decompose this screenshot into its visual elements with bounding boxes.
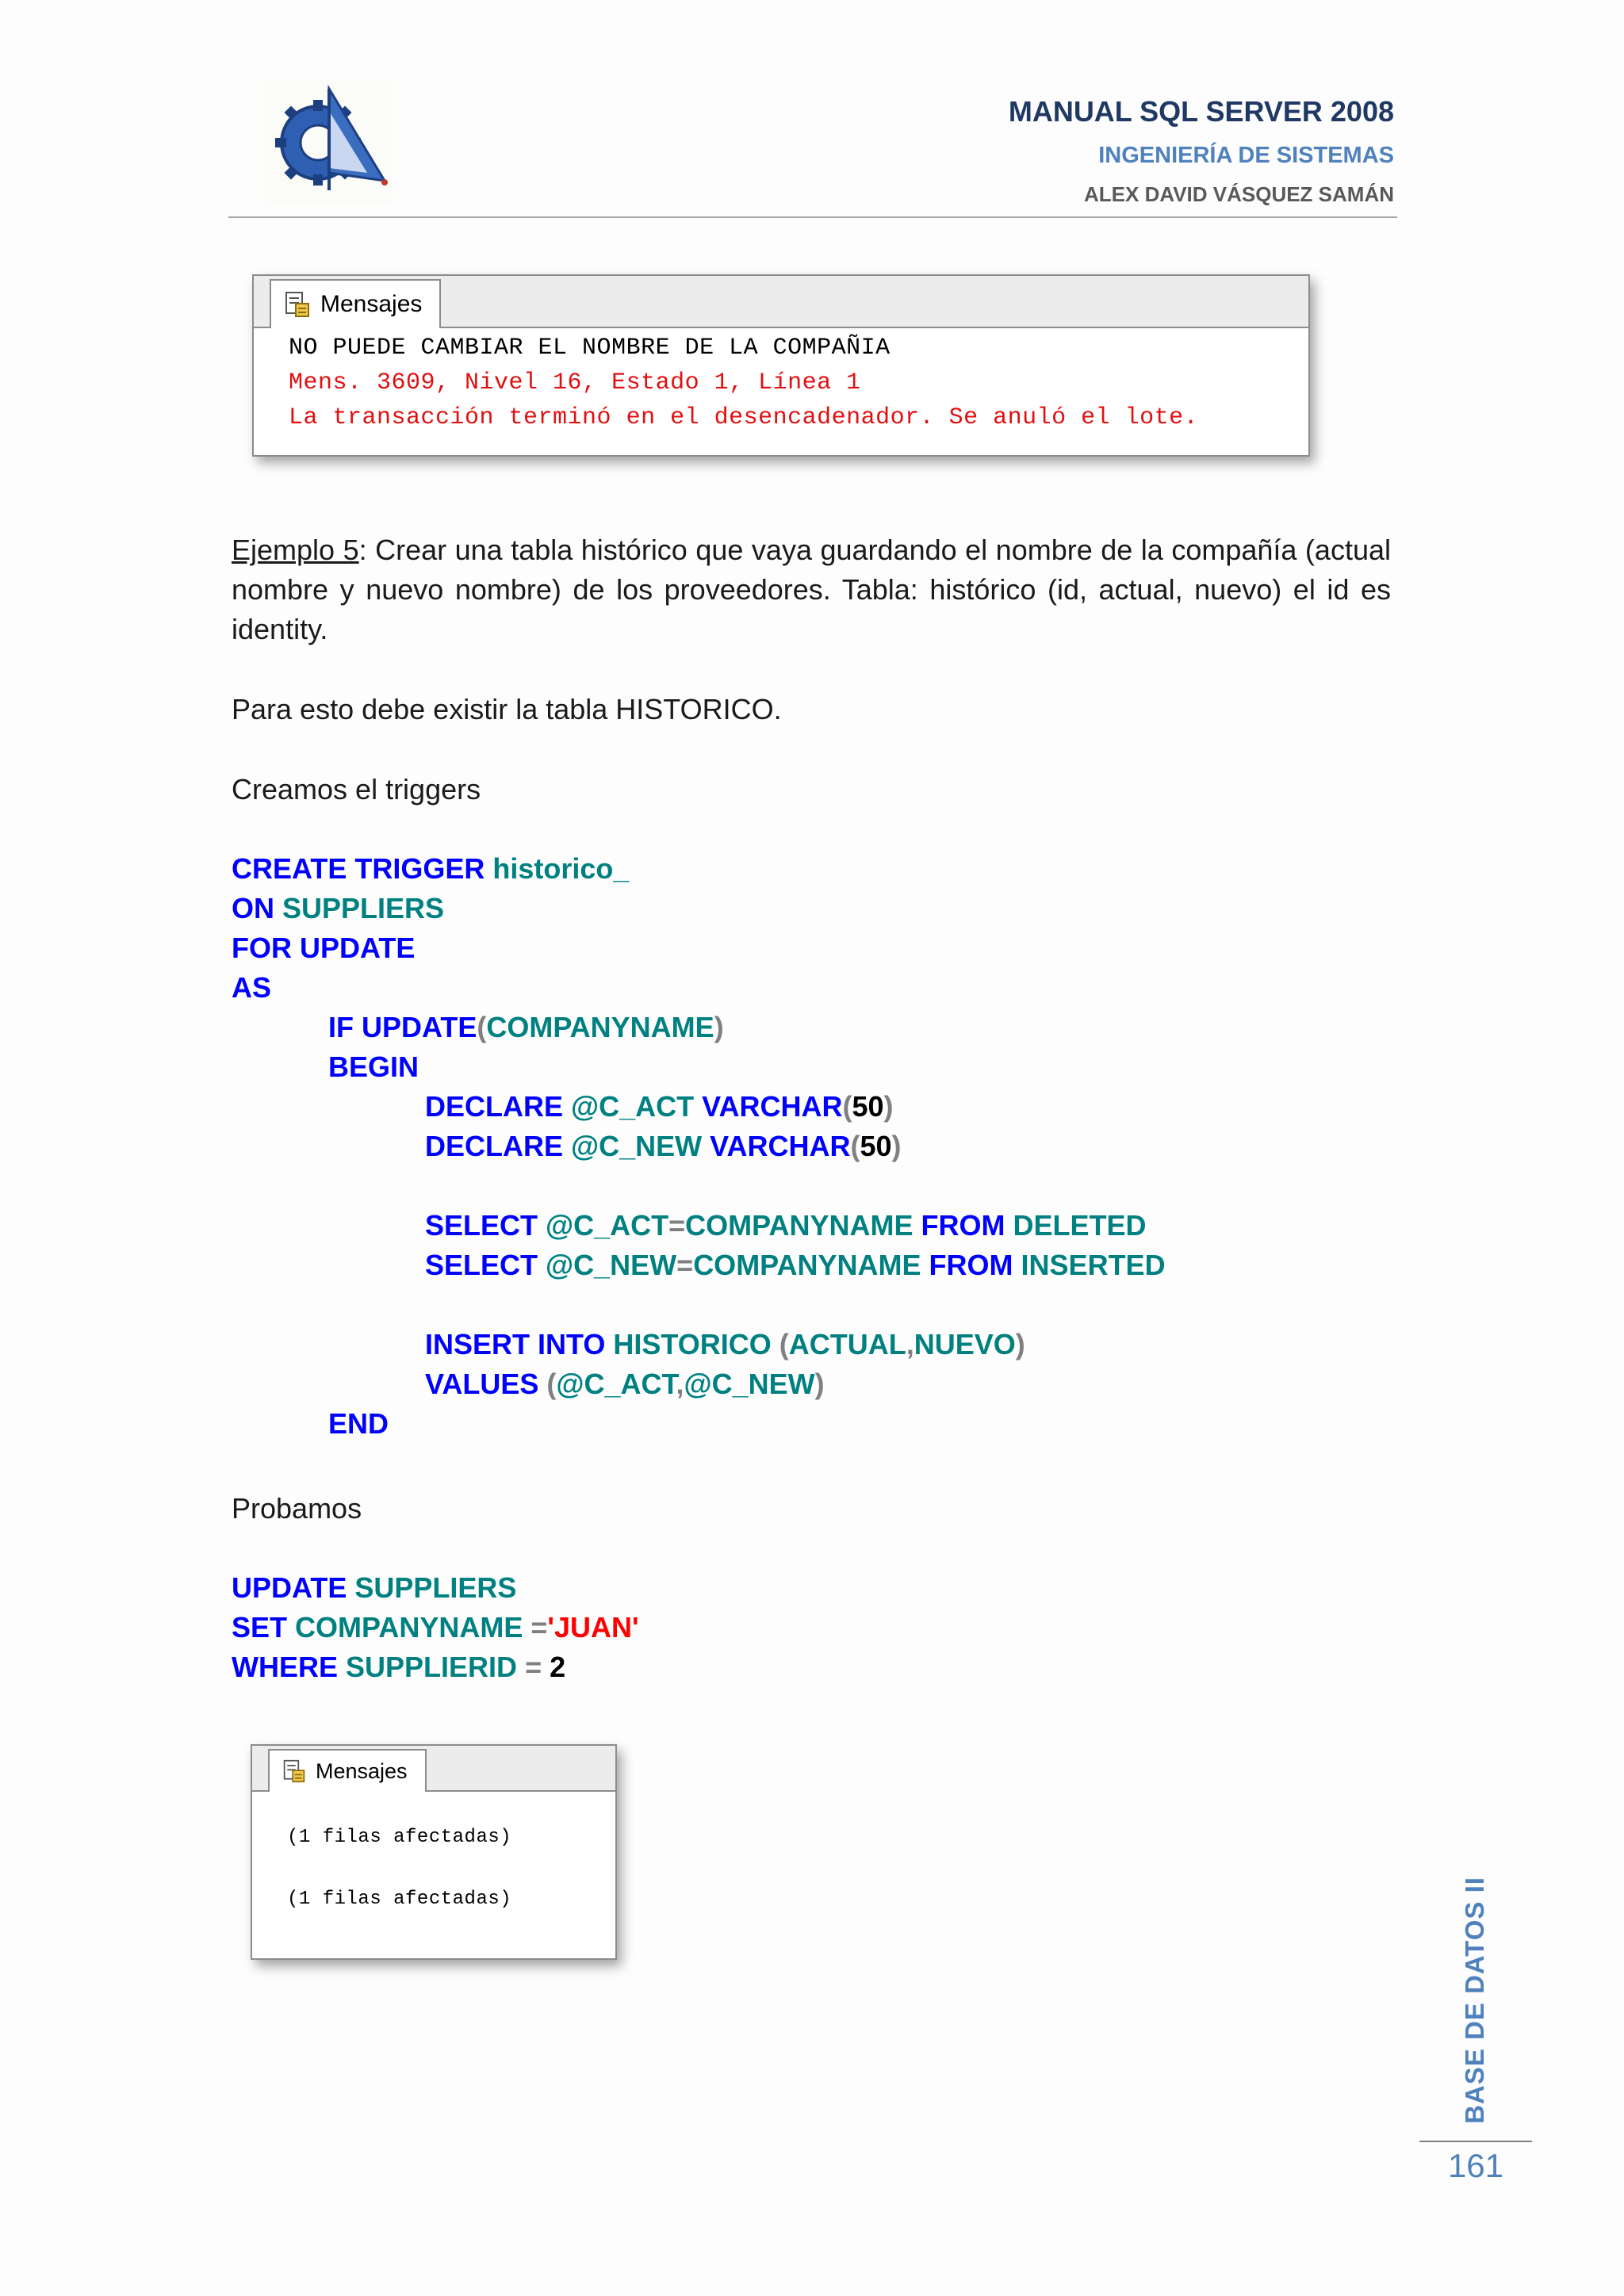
code-keyword: UPDATE — [232, 1571, 347, 1604]
page-number: 161 — [1447, 2147, 1504, 2184]
code-keyword: SELECT — [425, 1209, 538, 1242]
message-line: (1 filas afectadas) — [287, 1888, 512, 1910]
code-keyword: VALUES — [425, 1368, 539, 1400]
code-keyword: FROM — [921, 1209, 1005, 1242]
messages-tab[interactable] — [268, 1749, 427, 1792]
code-keyword: VARCHAR — [702, 1090, 843, 1123]
page-number-divider — [1419, 2141, 1532, 2142]
header-divider — [228, 216, 1397, 218]
code-variable: @C_ACT — [556, 1368, 676, 1400]
code-keyword: INSERT INTO — [425, 1328, 606, 1360]
code-keyword: FOR UPDATE — [232, 932, 416, 964]
messages-tab-label: Mensajes — [320, 291, 423, 317]
paragraph-historico: Para esto debe existir la tabla HISTORICO. — [232, 693, 782, 725]
code-column: ACTUAL — [788, 1328, 906, 1360]
code-table: INSERTED — [1021, 1249, 1166, 1281]
code-column: NUEVO — [914, 1328, 1016, 1360]
manual-title: MANUAL SQL SERVER 2008 — [1008, 95, 1394, 128]
code-variable: @C_NEW — [546, 1249, 677, 1281]
code-line: INSERT INTO HISTORICO (ACTUAL,NUEVO) — [425, 1328, 1025, 1360]
message-line: Mens. 3609, Nivel 16, Estado 1, Línea 1 — [289, 369, 861, 396]
department-subtitle: INGENIERÍA DE SISTEMAS — [1098, 143, 1394, 168]
messages-icon — [284, 291, 311, 318]
code-line — [328, 1404, 389, 1444]
code-keyword: WHERE — [232, 1651, 338, 1683]
code-table: SUPPLIERS — [354, 1571, 517, 1604]
code-column: COMPANYNAME — [486, 1011, 714, 1043]
code-line: SET COMPANYNAME ='JUAN' — [232, 1611, 639, 1644]
code-line: SELECT @C_ACT=COMPANYNAME FROM DELETED — [425, 1209, 1147, 1242]
messages-panel-error — [252, 274, 1310, 457]
code-trigger-name: historico_ — [492, 852, 630, 885]
messages-tab[interactable] — [270, 279, 441, 328]
messages-panel-result — [251, 1744, 617, 1960]
side-label-text: BASE DE DATOS II — [1460, 1877, 1489, 2124]
message-line: NO PUEDE CAMBIAR EL NOMBRE DE LA COMPAÑIA — [289, 335, 891, 362]
example-paragraph — [232, 530, 1391, 649]
paragraph-creamos: Creamos el triggers — [232, 773, 481, 806]
code-line: DECLARE @C_NEW VARCHAR(50) — [425, 1130, 902, 1162]
code-variable: @C_ACT — [571, 1090, 695, 1123]
code-line: DECLARE @C_ACT VARCHAR(50) — [425, 1090, 894, 1123]
code-keyword: DECLARE — [425, 1090, 564, 1123]
code-line: SELECT @C_NEW=COMPANYNAME FROM INSERTED — [425, 1249, 1166, 1281]
side-section-label — [1451, 1877, 1499, 2123]
code-line — [328, 1047, 419, 1087]
code-table: DELETED — [1013, 1209, 1147, 1242]
code-variable: @C_NEW — [684, 1368, 815, 1400]
code-column: SUPPLIERID — [346, 1651, 518, 1683]
code-keyword: IF UPDATE — [328, 1011, 477, 1043]
code-keyword: VARCHAR — [710, 1130, 851, 1162]
message-line: (1 filas afectadas) — [287, 1827, 512, 1848]
code-keyword: END — [328, 1407, 389, 1440]
code-keyword: AS — [232, 971, 272, 1004]
code-line — [232, 849, 629, 889]
code-string: 'JUAN' — [547, 1611, 639, 1644]
code-keyword: BEGIN — [328, 1050, 419, 1083]
messages-tab-label: Mensajes — [316, 1758, 408, 1783]
code-column: COMPANYNAME — [685, 1209, 914, 1242]
code-keyword: FROM — [929, 1249, 1013, 1281]
messages-icon — [282, 1759, 306, 1783]
code-line — [232, 1568, 516, 1608]
code-table: SUPPLIERS — [282, 892, 445, 924]
code-keyword: SET — [232, 1611, 288, 1644]
message-line: La transacción terminó en el desencadenador. Se anuló el lote. — [289, 404, 1199, 431]
example-text: : Crear una tabla histórico que vaya guardando el nombre de la compañía (actual nombre y nuevo nombre) de los proveedores. Tabla: histórico (id, actual, nuevo) el id es identity. — [232, 534, 1391, 645]
code-keyword: ON — [232, 892, 274, 924]
code-number: 50 — [852, 1090, 884, 1123]
code-keyword: SELECT — [425, 1249, 538, 1281]
code-column: COMPANYNAME — [295, 1611, 523, 1644]
code-line: WHERE SUPPLIERID = 2 — [232, 1651, 566, 1683]
code-keyword: DECLARE — [425, 1130, 564, 1162]
code-table: HISTORICO — [613, 1328, 772, 1360]
institution-logo — [266, 79, 393, 206]
example-label: Ejemplo 5 — [232, 534, 359, 566]
code-line — [232, 889, 444, 928]
code-variable: @C_NEW — [571, 1130, 703, 1162]
code-number: 2 — [550, 1651, 566, 1683]
paragraph-probamos: Probamos — [232, 1492, 362, 1525]
code-keyword: CREATE TRIGGER — [232, 852, 485, 885]
code-line — [232, 968, 271, 1008]
code-number: 50 — [860, 1130, 892, 1162]
code-line: IF UPDATE(COMPANYNAME) — [328, 1011, 724, 1043]
code-line — [232, 928, 415, 968]
code-variable: @C_ACT — [546, 1209, 669, 1242]
code-line: VALUES (@C_ACT,@C_NEW) — [425, 1368, 825, 1400]
code-column: COMPANYNAME — [693, 1249, 921, 1281]
author-name: ALEX DAVID VÁSQUEZ SAMÁN — [1084, 182, 1394, 206]
